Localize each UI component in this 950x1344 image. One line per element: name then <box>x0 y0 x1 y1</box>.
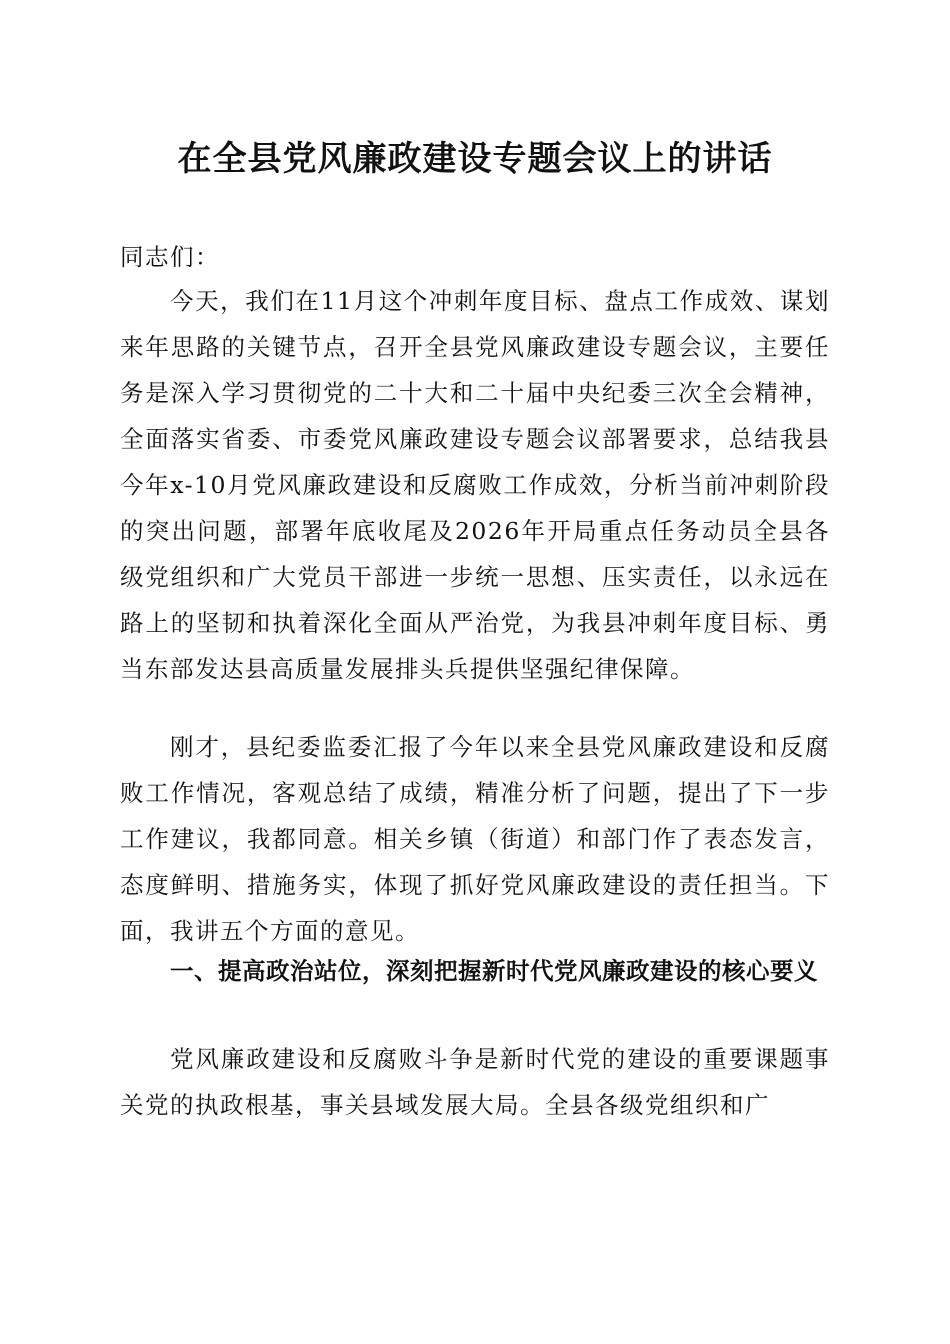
paragraph-section-1: 党风廉政建设和反腐败斗争是新时代党的建设的重要课题事关党的执政根基，事关县域发展大局。全县各级党组织和广 <box>120 1045 830 1119</box>
paragraph-opening: 今天，我们在11月这个冲刺年度目标、盘点工作成效、谋划来年思路的关键节点，召开全县党风廉政建设专题会议，主要任务是深入学习贯彻党的二十大和二十届中央纪委三次全会精神，全面落实省委、市委党风廉政建设专题会议部署要求，总结我县今年x-10月党风廉政建设和反腐败工作成效，分析当前冲刺阶段的突出问题，部署年底收尾及2026年开局重点任务动员全县各级党组织和广大党员干部进一步统一思想、压实责任，以永远在路上的坚韧和执着深化全面从严治党，为我县冲刺年度目标、勇当东部发达县高质量发展排头兵提供坚强纪律保障。 <box>120 287 830 683</box>
document-title: 在全县党风廉政建设专题会议上的讲话 <box>177 139 773 179</box>
salutation: 同志们： <box>120 243 220 271</box>
section-heading-1: 一、提高政治站位，深刻把握新时代党风廉政建设的核心要义 <box>170 957 818 985</box>
paragraph-report-summary: 刚才，县纪委监委汇报了今年以来全县党风廉政建设和反腐败工作情况，客观总结了成绩，精准分析了问题，提出了下一步工作建议，我都同意。相关乡镇（街道）和部门作了表态发言，态度鲜明、措施务实，体现了抓好党风廉政建设的责任担当。下面，我讲五个方面的意见。 <box>120 733 830 945</box>
